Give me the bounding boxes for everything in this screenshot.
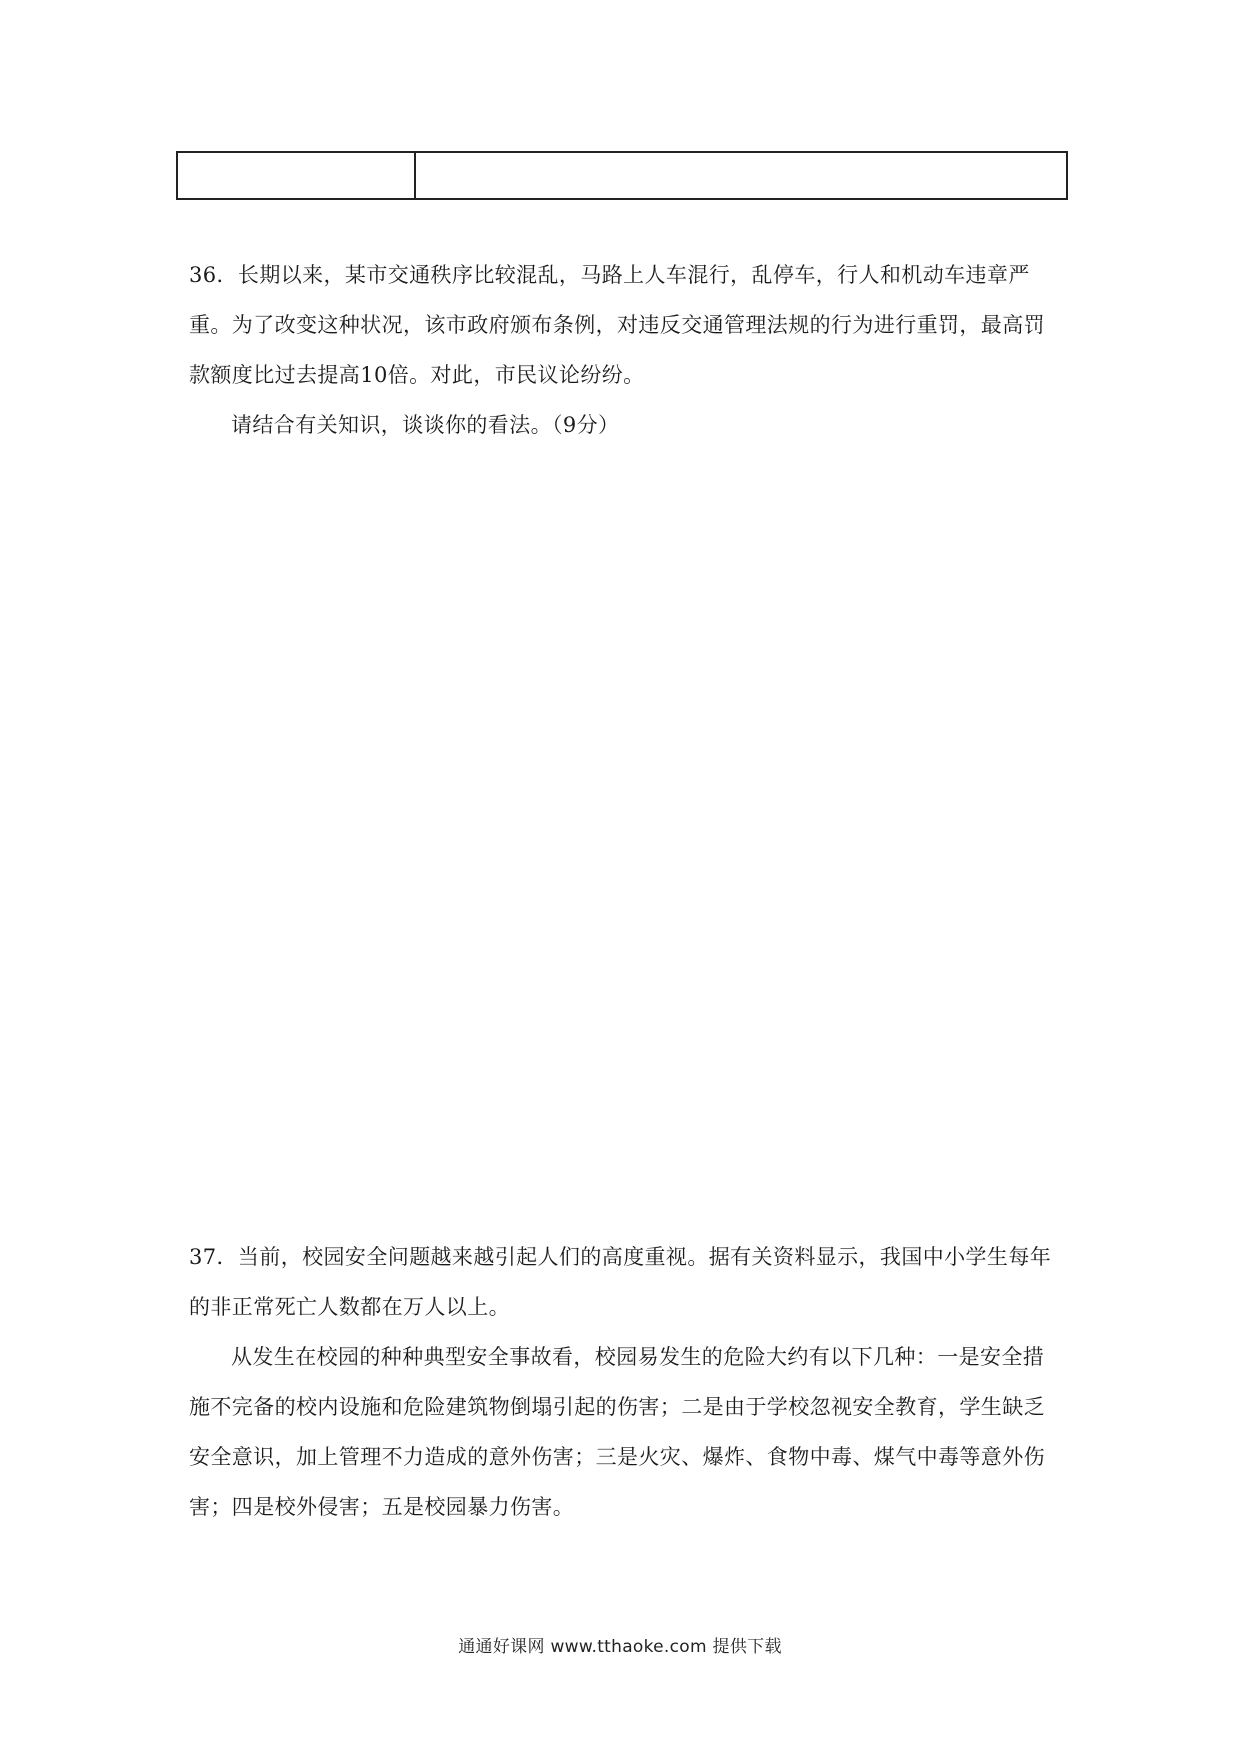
page-footer: 通通好课网 www.tthaoke.com 提供下载 [458,1637,782,1657]
question-36-text: 36．长期以来，某市交通秩序比较混乱，马路上人车混行，乱停车，行人和机动车违章严重。为了改变这种状况，该市政府颁布条例，对违反交通管理法规的行为进行重罚，最高罚款额度比过去提高10倍。对此，市民议论纷纷。 [189,263,1045,387]
question-36-prompt: 请结合有关知识，谈谈你的看法。（9分） [231,413,620,437]
question-37 [189,1232,1057,1532]
answer-table [176,151,1068,200]
answer-table-left-cell [178,153,416,198]
question-37-material: 从发生在校园的种种典型安全事故看，校园易发生的危险大约有以下几种：一是安全措施不完备的校内设施和危险建筑物倒塌引起的伤害；二是由于学校忽视安全教育，学生缺乏安全意识，加上管理不力造成的意外伤害；三是火灾、爆炸、食物中毒、煤气中毒等意外伤害；四是校外侵害；五是校园暴力伤害。 [189,1345,1045,1519]
answer-table-right-cell [416,153,1066,198]
question-36 [189,250,1057,450]
question-37-text: 37．当前，校园安全问题越来越引起人们的高度重视。据有关资料显示，我国中小学生每年的非正常死亡人数都在万人以上。 [189,1245,1052,1319]
